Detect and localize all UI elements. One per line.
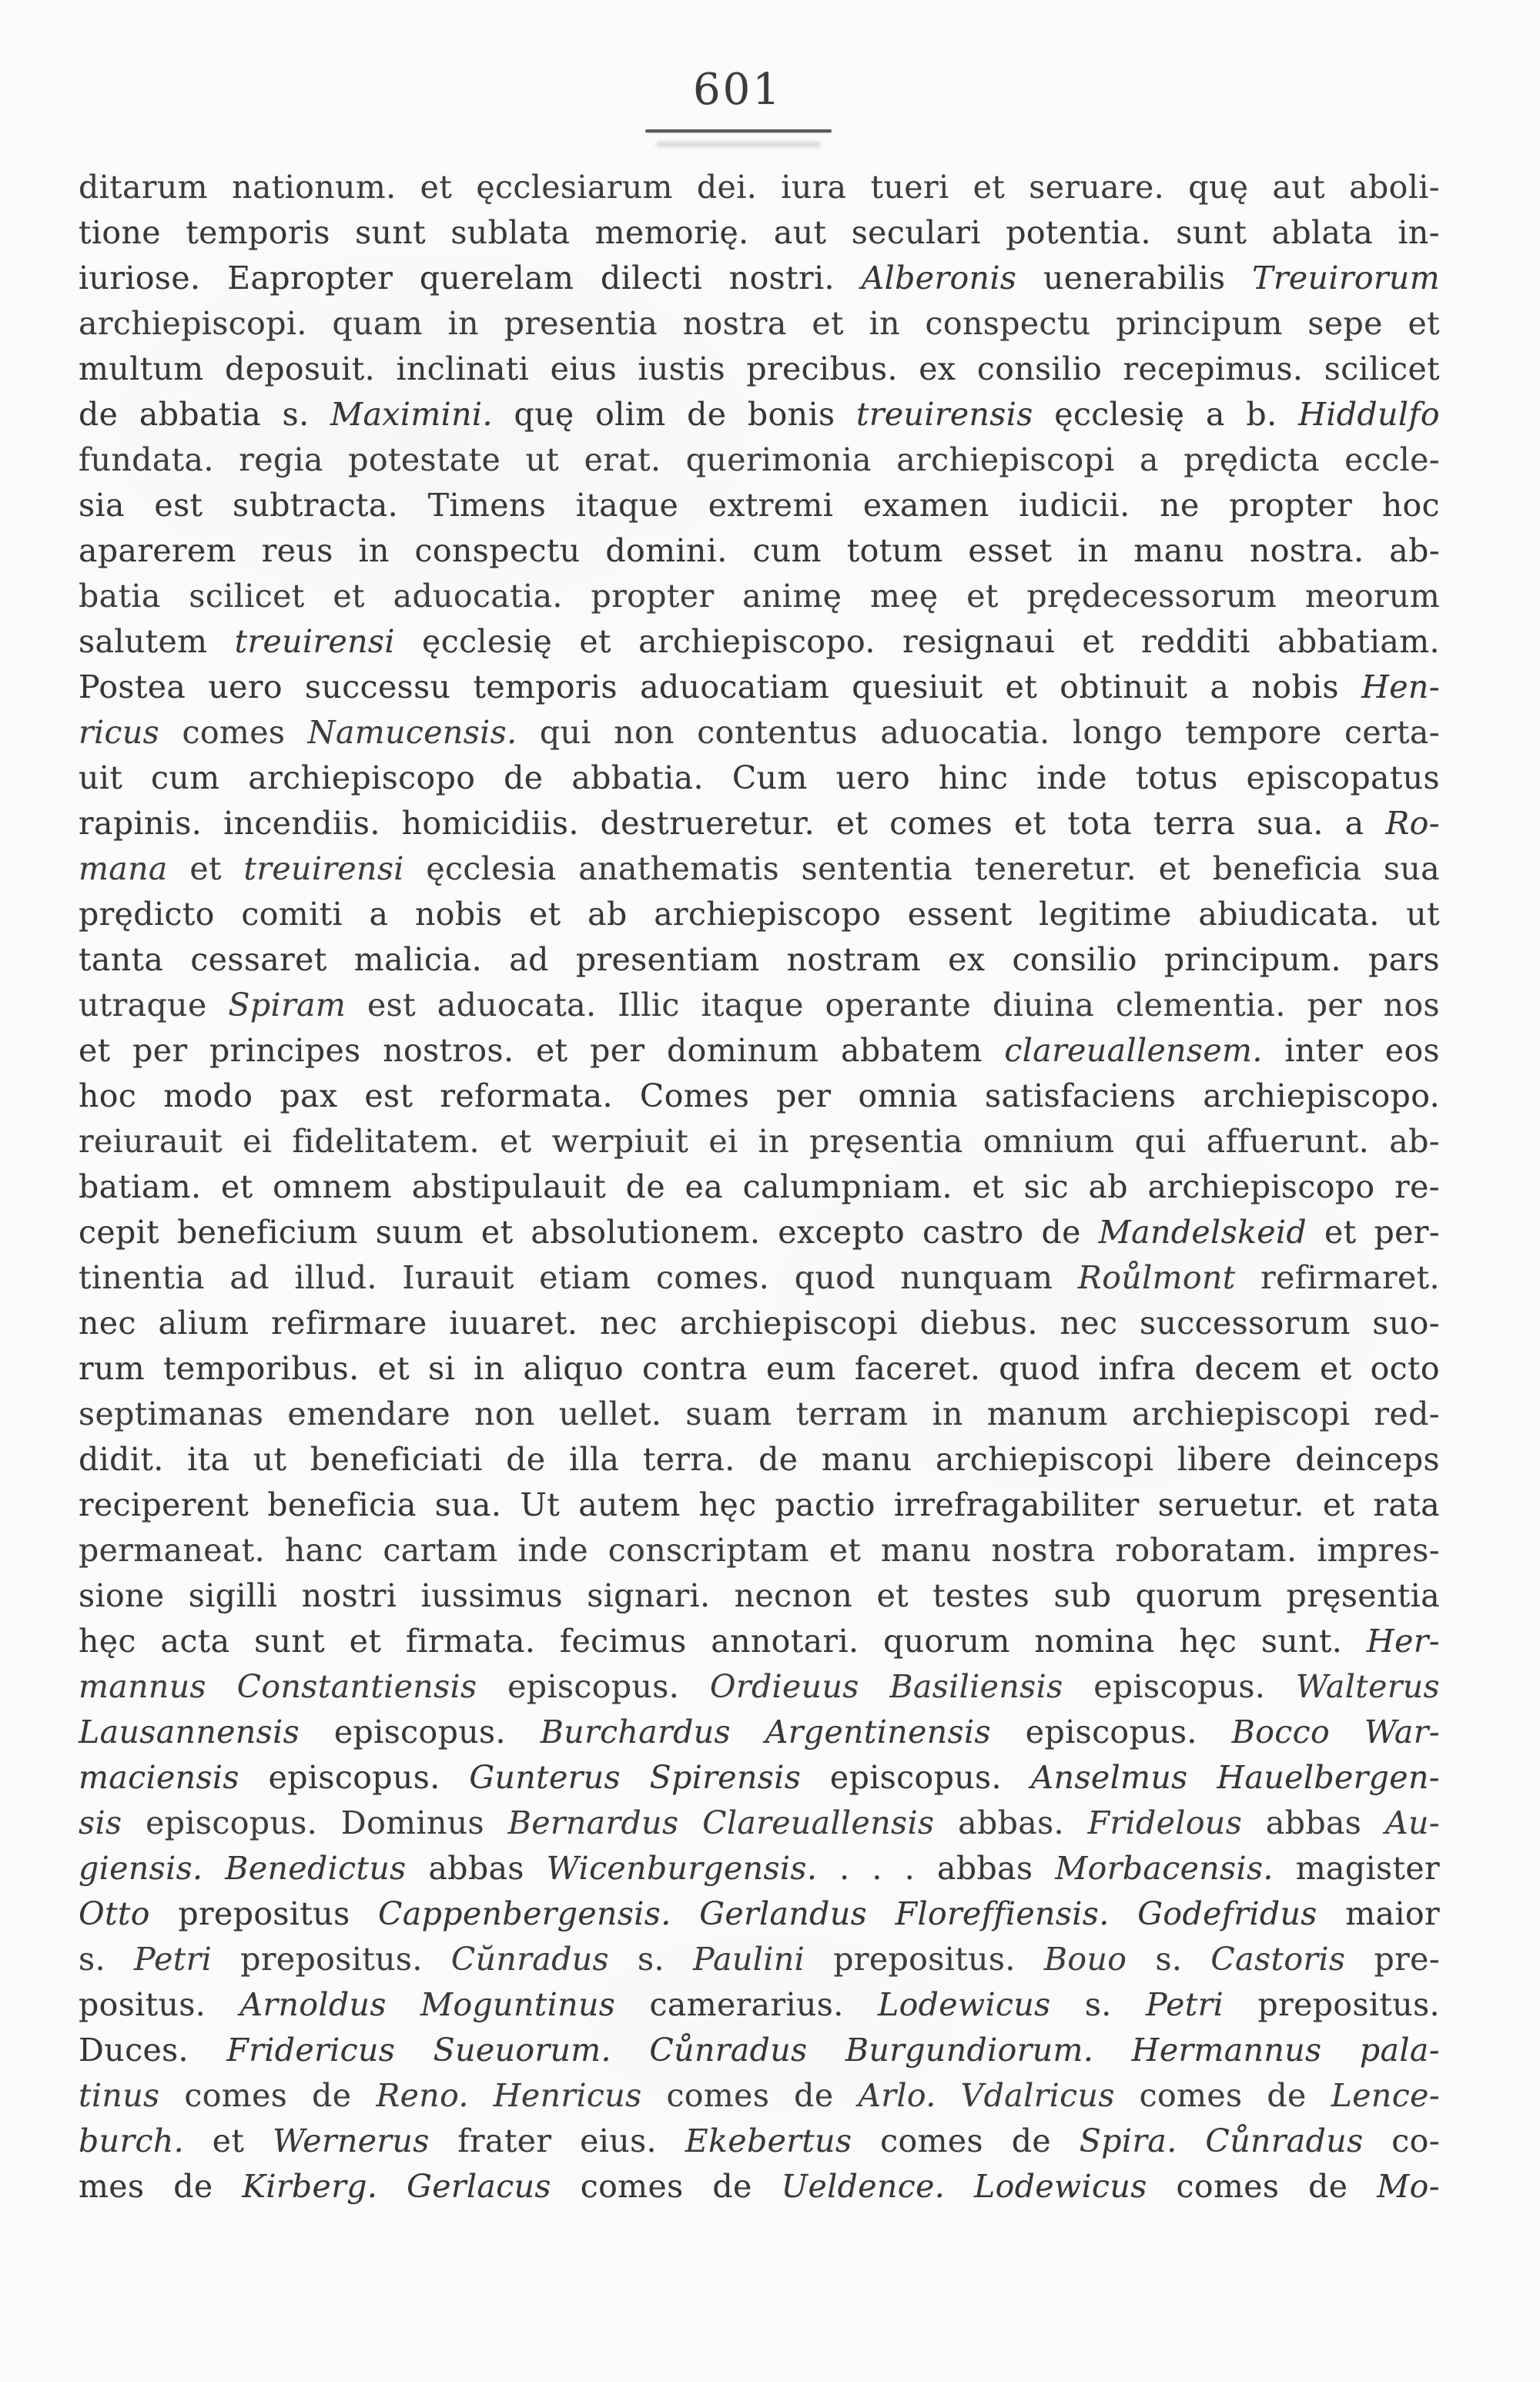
- text-segment: magister: [1273, 1850, 1440, 1887]
- text-line: [79, 1437, 1440, 1482]
- text-block: [79, 165, 1440, 2209]
- proper-name: tinus: [79, 2077, 160, 2114]
- proper-name: Gunterus Spirensis: [469, 1759, 802, 1796]
- text-segment: camerarius.: [615, 1986, 878, 2023]
- proper-name: Au-: [1384, 1804, 1441, 1841]
- proper-name: Treuirorum: [1252, 260, 1440, 296]
- text-segment: comes: [159, 714, 308, 751]
- text-line: [79, 437, 1440, 483]
- proper-name: Bernardus Clareuallensis: [507, 1804, 935, 1841]
- text-segment: ęcclesia anathematis sententia teneretur. et beneficia sua: [403, 850, 1441, 887]
- text-segment: et per-: [1307, 1214, 1441, 1251]
- proper-name: mannus Constantiensis: [79, 1668, 477, 1705]
- text-segment: septimanas emendare non uellet. suam terram in manum archiepiscopi red-: [79, 1395, 1440, 1432]
- text-segment: comes de: [852, 2122, 1080, 2159]
- proper-name: Lence-: [1331, 2077, 1441, 2114]
- proper-name: Anselmus Hauelbergen-: [1030, 1759, 1441, 1796]
- text-segment: reciperent beneficia sua. Ut autem hęc pactio irrefragabiliter seruetur. et rata: [79, 1486, 1440, 1523]
- proper-name: Bocco War-: [1231, 1714, 1440, 1750]
- text-line: [79, 2073, 1440, 2119]
- text-line: [79, 1573, 1440, 1619]
- text-segment: cepit beneficium suum et absolutionem. excepto castro de: [79, 1214, 1099, 1251]
- text-segment: uit cum archiepiscopo de abbatia. Cum uero hinc inde totus episcopatus: [79, 759, 1440, 796]
- text-line: [79, 256, 1440, 301]
- text-segment: inter eos: [1262, 1032, 1440, 1069]
- proper-name: giensis. Benedictus: [79, 1850, 407, 1887]
- text-segment: salutem: [79, 623, 235, 660]
- text-segment: mes de: [79, 2168, 243, 2205]
- text-segment: abbas.: [934, 1804, 1088, 1841]
- text-segment: episcopus.: [990, 1714, 1232, 1750]
- text-segment: sione sigilli nostri iussimus signari. necnon et testes sub quorum pręsentia: [79, 1577, 1440, 1614]
- text-segment: s.: [608, 1941, 694, 1978]
- proper-name: Walterus: [1295, 1668, 1440, 1705]
- proper-name: Burchardus Argentinensis: [540, 1714, 991, 1750]
- text-segment: batiam. et omnem abstipulauit de ea calumpniam. et sic ab archiepiscopo re-: [79, 1168, 1440, 1205]
- text-segment: qui non contentus aduocatia. longo tempore certa-: [517, 714, 1440, 751]
- proper-name: Spiram: [228, 987, 346, 1023]
- text-line: [79, 1346, 1440, 1392]
- proper-name: Petri: [133, 1941, 213, 1978]
- proper-name: Lodewicus: [877, 1986, 1051, 2023]
- proper-name: Castoris: [1210, 1941, 1346, 1978]
- text-segment: ęcclesię et archiepiscopo. resignaui et redditi abbatiam.: [394, 623, 1440, 660]
- text-segment: abbas: [1242, 1804, 1385, 1841]
- proper-name: Her-: [1366, 1623, 1440, 1660]
- proper-name: Morbacensis.: [1055, 1850, 1274, 1887]
- text-segment: s.: [1127, 1941, 1211, 1978]
- text-segment: uenerabilis: [1016, 260, 1253, 296]
- text-segment: . . . abbas: [817, 1850, 1056, 1887]
- text-line: [79, 1846, 1440, 1891]
- text-line: [79, 1301, 1440, 1346]
- text-segment: maior: [1317, 1895, 1440, 1932]
- proper-name: treuirensi: [234, 623, 395, 660]
- text-segment: archiepiscopi. quam in presentia nostra et in conspectu principum sepe et: [79, 305, 1440, 342]
- text-segment: comes de: [159, 2077, 377, 2114]
- text-line: [79, 1801, 1440, 1846]
- text-line: [79, 1164, 1440, 1210]
- text-segment: iuriose. Eapropter querelam dilecti nostri.: [79, 260, 862, 296]
- text-segment: positus.: [79, 1986, 240, 2023]
- proper-name: Lausannensis: [79, 1714, 300, 1750]
- proper-name: maciensis: [79, 1759, 239, 1796]
- text-segment: co-: [1363, 2122, 1440, 2159]
- text-segment: comes de: [1114, 2077, 1331, 2114]
- proper-name: Hen-: [1361, 668, 1440, 705]
- proper-name: Bouo: [1043, 1941, 1127, 1978]
- text-line: [79, 574, 1440, 619]
- text-segment: abbas: [406, 1850, 547, 1887]
- proper-name: Petri: [1145, 1986, 1224, 2023]
- text-segment: tanta cessaret malicia. ad presentiam nostram ex consilio principum. pars: [79, 941, 1440, 978]
- text-segment: reiurauit ei fidelitatem. et werpiuit ei in pręsentia omnium qui affuerunt. ab-: [79, 1123, 1440, 1160]
- text-line: [79, 710, 1440, 755]
- text-line: [79, 619, 1440, 665]
- proper-name: Mo-: [1377, 2168, 1440, 2205]
- proper-name: Cŭnradus: [450, 1941, 609, 1978]
- proper-name: Ordieuus Basiliensis: [709, 1668, 1063, 1705]
- text-line: [79, 2028, 1440, 2073]
- page-number: 601: [693, 65, 782, 115]
- text-line: [79, 665, 1440, 710]
- text-segment: comes de: [551, 2168, 782, 2205]
- text-segment: utraque: [79, 987, 229, 1023]
- text-segment: episcopus.: [1063, 1668, 1296, 1705]
- text-segment: rum temporibus. et si in aliquo contra eum faceret. quod infra decem et octo: [79, 1350, 1440, 1387]
- proper-name: Namucensis.: [307, 714, 517, 751]
- text-segment: ditarum nationum. et ęcclesiarum dei. iura tueri et seruare. quę aut aboli-: [79, 169, 1440, 206]
- text-segment: quę olim de bonis: [492, 396, 856, 433]
- text-segment: tione temporis sunt sublata memorię. aut seculari potentia. sunt ablata in-: [79, 214, 1440, 251]
- text-line: [79, 755, 1440, 801]
- text-segment: didit. ita ut beneficiati de illa terra. de manu archiepiscopi libere deinceps: [79, 1441, 1440, 1478]
- text-segment: et: [184, 2122, 273, 2159]
- text-segment: episcopus.: [801, 1759, 1031, 1796]
- text-line: [79, 846, 1440, 892]
- page-number-rule: [645, 129, 832, 132]
- text-line: [79, 165, 1440, 210]
- proper-name: Hiddulfo: [1298, 396, 1440, 433]
- text-segment: tinentia ad illud. Iurauit etiam comes. quod nunquam: [79, 1259, 1078, 1296]
- text-segment: rapinis. incendiis. homicidiis. destrueretur. et comes et tota terra sua. a: [79, 805, 1386, 842]
- text-segment: refirmaret.: [1235, 1259, 1440, 1296]
- text-segment: sia est subtracta. Timens itaque extremi examen iudicii. ne propter hoc: [79, 487, 1440, 524]
- text-line: [79, 528, 1440, 574]
- text-line: [79, 1619, 1440, 1664]
- text-segment: episcopus.: [477, 1668, 710, 1705]
- text-line: [79, 983, 1440, 1028]
- text-segment: Postea uero successu temporis aduocatiam quesiuit et obtinuit a nobis: [79, 668, 1362, 705]
- text-segment: permaneat. hanc cartam inde conscriptam et manu nostra roboratam. impres-: [79, 1532, 1440, 1569]
- proper-name: Mandelskeid: [1098, 1214, 1307, 1251]
- text-segment: episcopus.: [300, 1714, 541, 1750]
- text-segment: et per principes nostros. et per dominum abbatem: [79, 1032, 1005, 1069]
- text-segment: hęc acta sunt et firmata. fecimus annotari. quorum nomina hęc sunt.: [79, 1623, 1367, 1660]
- text-segment: s.: [79, 1941, 134, 1978]
- text-line: [79, 937, 1440, 983]
- text-line: [79, 210, 1440, 256]
- text-segment: et: [167, 850, 244, 887]
- proper-name: Arlo. Vdalricus: [858, 2077, 1115, 2114]
- proper-name: treuirensi: [243, 850, 404, 887]
- text-line: [79, 2164, 1440, 2209]
- proper-name: ricus: [79, 714, 160, 751]
- proper-name: Ekebertus: [685, 2122, 852, 2159]
- text-segment: Duces.: [79, 2032, 227, 2069]
- text-line: [79, 1664, 1440, 1710]
- text-line: [79, 301, 1440, 347]
- text-line: [79, 483, 1440, 528]
- proper-name: Kirberg. Gerlacus: [242, 2168, 551, 2205]
- proper-name: sis: [79, 1804, 122, 1841]
- proper-name: Maximini.: [330, 396, 493, 433]
- text-line: [79, 392, 1440, 437]
- text-segment: episcopus. Dominus: [122, 1804, 508, 1841]
- text-line: [79, 1937, 1440, 1982]
- proper-name: mana: [79, 850, 168, 887]
- text-segment: nec alium refirmare iuuaret. nec archiepiscopi diebus. nec successorum suo-: [79, 1305, 1440, 1342]
- text-line: [79, 892, 1440, 937]
- proper-name: Cappenbergensis. Gerlandus Floreffiensis. Godefridus: [378, 1895, 1317, 1932]
- text-segment: prepositus: [149, 1895, 379, 1932]
- text-line: [79, 1482, 1440, 1528]
- proper-name: Arnoldus Moguntinus: [239, 1986, 616, 2023]
- text-segment: prepositus.: [212, 1941, 451, 1978]
- proper-name: Otto: [79, 1895, 150, 1932]
- text-segment: est aduocata. Illic itaque operante diuina clementia. per nos: [346, 987, 1440, 1023]
- text-line: [79, 1982, 1440, 2028]
- proper-name: Fridericus Sueuorum. Cůnradus Burgundiorum. Hermannus pala-: [226, 2032, 1440, 2069]
- proper-name: Spira. Cůnradus: [1079, 2122, 1364, 2159]
- text-segment: batia scilicet et aduocatia. propter animę meę et prędecessorum meorum: [79, 578, 1440, 615]
- text-segment: comes de: [1147, 2168, 1378, 2205]
- proper-name: Wernerus: [273, 2122, 430, 2159]
- proper-name: treuirensis: [855, 396, 1033, 433]
- proper-name: Wicenburgensis.: [546, 1850, 818, 1887]
- text-segment: frater eius.: [429, 2122, 685, 2159]
- proper-name: Alberonis: [861, 260, 1017, 296]
- text-line: [79, 2119, 1440, 2164]
- text-segment: s.: [1050, 1986, 1146, 2023]
- text-line: [79, 1392, 1440, 1437]
- text-segment: prepositus.: [1224, 1986, 1440, 2023]
- text-line: [79, 1210, 1440, 1255]
- text-line: [79, 1028, 1440, 1074]
- proper-name: Ueldence. Lodewicus: [781, 2168, 1147, 2205]
- text-line: [79, 801, 1440, 846]
- text-segment: fundata. regia potestate ut erat. querimonia archiepiscopi a prędicta eccle-: [79, 441, 1440, 478]
- text-line: [79, 1074, 1440, 1119]
- text-segment: prepositus.: [805, 1941, 1044, 1978]
- text-segment: pre-: [1345, 1941, 1441, 1978]
- proper-name: burch.: [79, 2122, 185, 2159]
- text-segment: episcopus.: [239, 1759, 470, 1796]
- text-segment: aparerem reus in conspectu domini. cum totum esset in manu nostra. ab-: [79, 532, 1440, 569]
- text-segment: de abbatia s.: [79, 396, 331, 433]
- text-line: [79, 1891, 1440, 1937]
- text-segment: hoc modo pax est reformata. Comes per omnia satisfaciens archiepiscopo.: [79, 1077, 1440, 1114]
- proper-name: Fridelous: [1087, 1804, 1243, 1841]
- text-segment: ęcclesię a b.: [1033, 396, 1299, 433]
- text-line: [79, 1710, 1440, 1755]
- proper-name: Ro-: [1385, 805, 1440, 842]
- text-line: [79, 1755, 1440, 1801]
- text-line: [79, 347, 1440, 392]
- proper-name: Roůlmont: [1077, 1259, 1236, 1296]
- page-number-rule-ghost: [656, 142, 821, 147]
- proper-name: Reno. Henricus: [376, 2077, 642, 2114]
- text-line: [79, 1119, 1440, 1164]
- text-line: [79, 1255, 1440, 1301]
- proper-name: Paulini: [693, 1941, 805, 1978]
- text-segment: multum deposuit. inclinati eius iustis precibus. ex consilio recepimus. scilicet: [79, 350, 1440, 387]
- proper-name: clareuallensem.: [1004, 1032, 1263, 1069]
- text-line: [79, 1528, 1440, 1573]
- text-segment: prędicto comiti a nobis et ab archiepiscopo essent legitime abiudicata. ut: [79, 896, 1440, 933]
- text-segment: comes de: [641, 2077, 859, 2114]
